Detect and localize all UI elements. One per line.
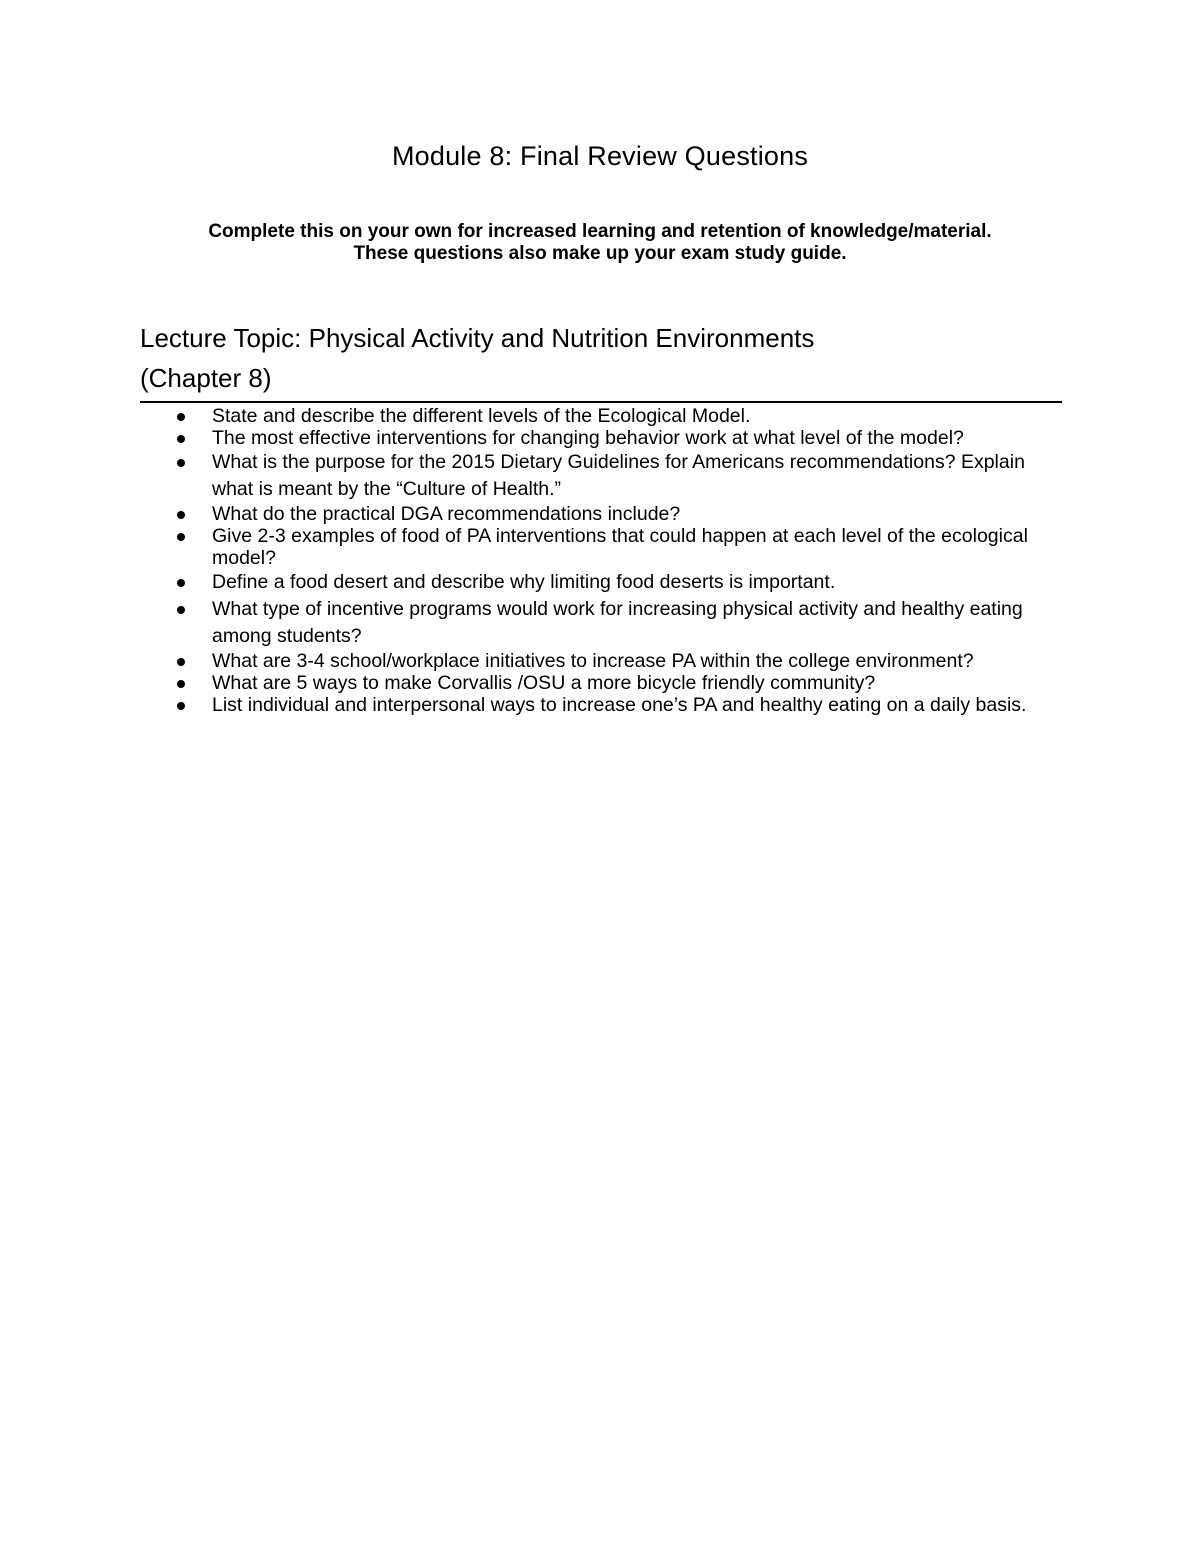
question-item — [140, 596, 1062, 650]
bullet-icon — [177, 459, 185, 467]
question-item — [140, 503, 1062, 525]
bullet-icon — [177, 702, 185, 710]
question-text: What do the practical DGA recommendations include? — [212, 503, 681, 525]
bullet-icon — [177, 680, 185, 688]
question-text: List individual and interpersonal ways to increase one’s PA and healthy eating on a daily basis. — [212, 694, 1027, 716]
question-item — [140, 694, 1062, 716]
question-text: Define a food desert and describe why limiting food deserts is important. — [212, 571, 836, 593]
bullet-icon — [177, 533, 185, 541]
question-text: The most effective interventions for changing behavior work at what level of the model? — [212, 427, 964, 449]
instructions-line-2: These questions also make up your exam study guide. — [353, 243, 847, 264]
question-item — [140, 449, 1062, 503]
bullet-icon — [177, 413, 185, 421]
question-list — [140, 405, 1062, 716]
question-text: Give 2-3 examples of food of PA interventions that could happen at each level of the ecological model? — [212, 525, 1028, 569]
question-text: What are 3-4 school/workplace initiatives to increase PA within the college environment? — [212, 650, 974, 672]
bullet-icon — [177, 579, 185, 587]
question-text: State and describe the different levels of the Ecological Model. — [212, 405, 751, 427]
instructions — [0, 221, 1200, 265]
question-text: What is the purpose for the 2015 Dietary Guidelines for Americans recommendations? Explain what is meant by the “Culture of Health.” — [212, 451, 1025, 500]
page-title: Module 8: Final Review Questions — [391, 141, 809, 171]
question-item — [140, 525, 1062, 569]
section-heading-line-2: (Chapter 8) — [140, 363, 272, 393]
question-item — [140, 672, 1062, 694]
question-item — [140, 427, 1062, 449]
question-text: What are 5 ways to make Corvallis /OSU a more bicycle friendly community? — [212, 672, 876, 694]
bullet-icon — [177, 606, 185, 614]
bullet-icon — [177, 435, 185, 443]
instructions-line-1: Complete this on your own for increased learning and retention of knowledge/material. — [208, 221, 992, 242]
bullet-icon — [177, 658, 185, 666]
question-item — [140, 569, 1062, 596]
section-heading-line-1: Lecture Topic: Physical Activity and Nutrition Environments — [140, 323, 815, 353]
question-item — [140, 650, 1062, 672]
question-item — [140, 405, 1062, 427]
bullet-icon — [177, 511, 185, 519]
question-text: What type of incentive programs would work for increasing physical activity and healthy eating among students? — [212, 598, 1023, 647]
section-heading — [140, 318, 1062, 403]
